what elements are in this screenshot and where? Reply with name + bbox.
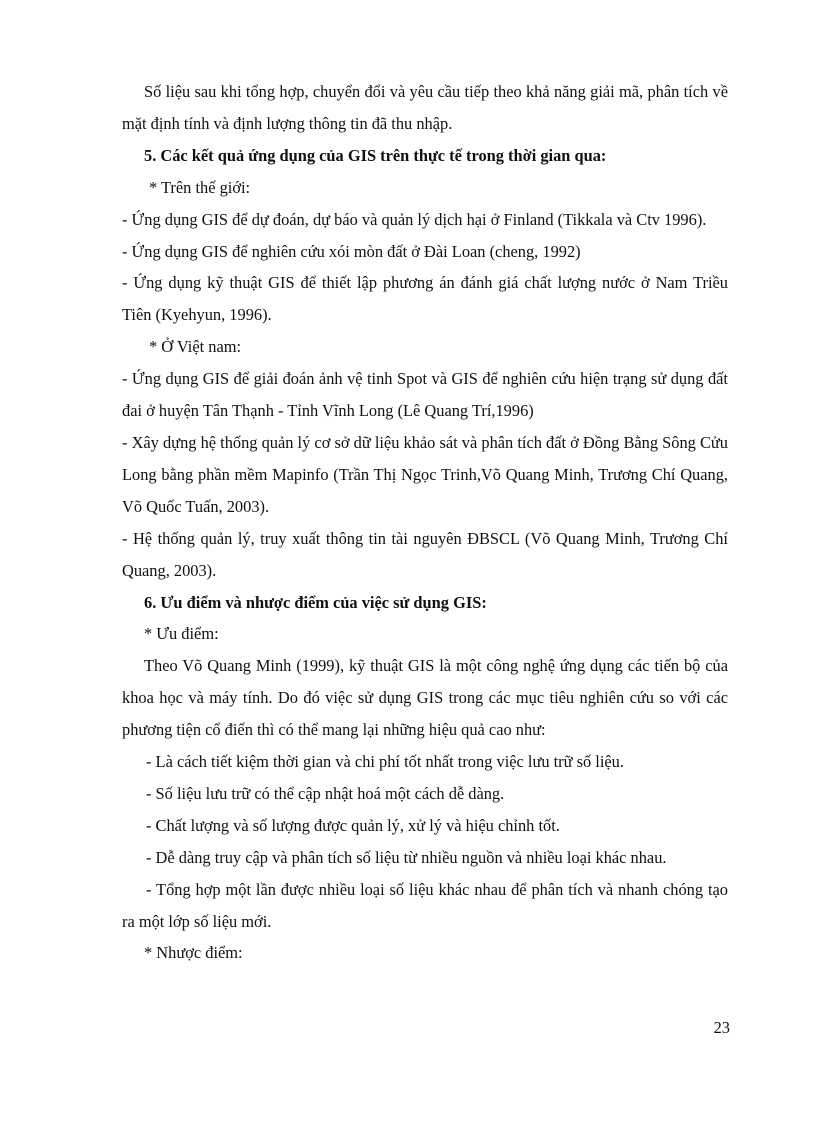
disadvantages-subheading: * Nhược điểm: bbox=[144, 943, 243, 963]
advantage-item-5: - Tổng hợp một lần được nhiều loại số liệu khác nhau để phân tích và nhanh chóng tạo ra một lớp số liệu mới. bbox=[122, 879, 728, 931]
world-item-1: - Ứng dụng GIS để dự đoán, dự báo và quản lý dịch hại ở Finland (Tikkala và Ctv 1996). bbox=[122, 209, 707, 229]
world-subheading: * Trên thế giới: bbox=[149, 177, 251, 197]
advantages-subheading: * Ưu điểm: bbox=[144, 624, 219, 644]
section-6-heading: 6. Ưu điểm và nhược điểm của việc sử dụng GIS: bbox=[144, 592, 487, 612]
advantage-item-3: - Chất lượng và số lượng được quản lý, xử lý và hiệu chỉnh tốt. bbox=[146, 815, 560, 835]
vietnam-item-1: - Ứng dụng GIS để giải đoán ảnh vệ tinh Spot và GIS để nghiên cứu hiện trạng sử dụng đất đai ở huyện Tân Thạnh - Tỉnh Vĩnh Long (Lê Quang Trí,1996) bbox=[122, 369, 728, 421]
advantage-item-4: - Dễ dàng truy cập và phân tích số liệu từ nhiều nguồn và nhiều loại khác nhau. bbox=[146, 847, 667, 867]
page-number: 23 bbox=[713, 1018, 730, 1037]
vietnam-item-3: - Hệ thống quản lý, truy xuất thông tin tài nguyên ĐBSCL (Võ Quang Minh, Trương Chí Quang, 2003). bbox=[122, 528, 728, 580]
page-content bbox=[122, 76, 728, 969]
vietnam-subheading: * Ở Việt nam: bbox=[149, 337, 242, 357]
world-item-3: - Ứng dụng kỹ thuật GIS để thiết lập phương án đánh giá chất lượng nước ở Nam Triều Tiên (Kyehyun, 1996). bbox=[122, 273, 728, 325]
section-5-heading: 5. Các kết quả ứng dụng của GIS trên thực tế trong thời gian qua: bbox=[144, 145, 607, 165]
advantages-paragraph: Theo Võ Quang Minh (1999), kỹ thuật GIS là một công nghệ ứng dụng các tiến bộ của khoa học và máy tính. Do đó việc sử dụng GIS trong các mục tiêu nghiên cứu so với các phương tiện cổ điển thì có thể mang lại những hiệu quả cao như: bbox=[122, 656, 728, 740]
advantage-item-1: - Là cách tiết kiệm thời gian và chi phí tốt nhất trong việc lưu trữ số liệu. bbox=[146, 752, 624, 772]
world-item-2: - Ứng dụng GIS để nghiên cứu xói mòn đất ở Đài Loan (cheng, 1992) bbox=[122, 241, 581, 261]
intro-paragraph: Số liệu sau khi tổng hợp, chuyển đổi và yêu cầu tiếp theo khả năng giải mã, phân tích về mặt định tính và định lượng thông tin đã thu nhập. bbox=[122, 82, 728, 133]
advantage-item-2: - Số liệu lưu trữ có thể cập nhật hoá một cách dễ dàng. bbox=[146, 783, 505, 803]
vietnam-item-2: - Xây dựng hệ thống quản lý cơ sở dữ liệu khảo sát và phân tích đất ở Đồng Bằng Sông Cửu Long bằng phần mềm Mapinfo (Trần Thị Ngọc Trinh,Võ Quang Minh, Trương Chí Quang, Võ Quốc Tuấn, 2003). bbox=[122, 432, 728, 516]
